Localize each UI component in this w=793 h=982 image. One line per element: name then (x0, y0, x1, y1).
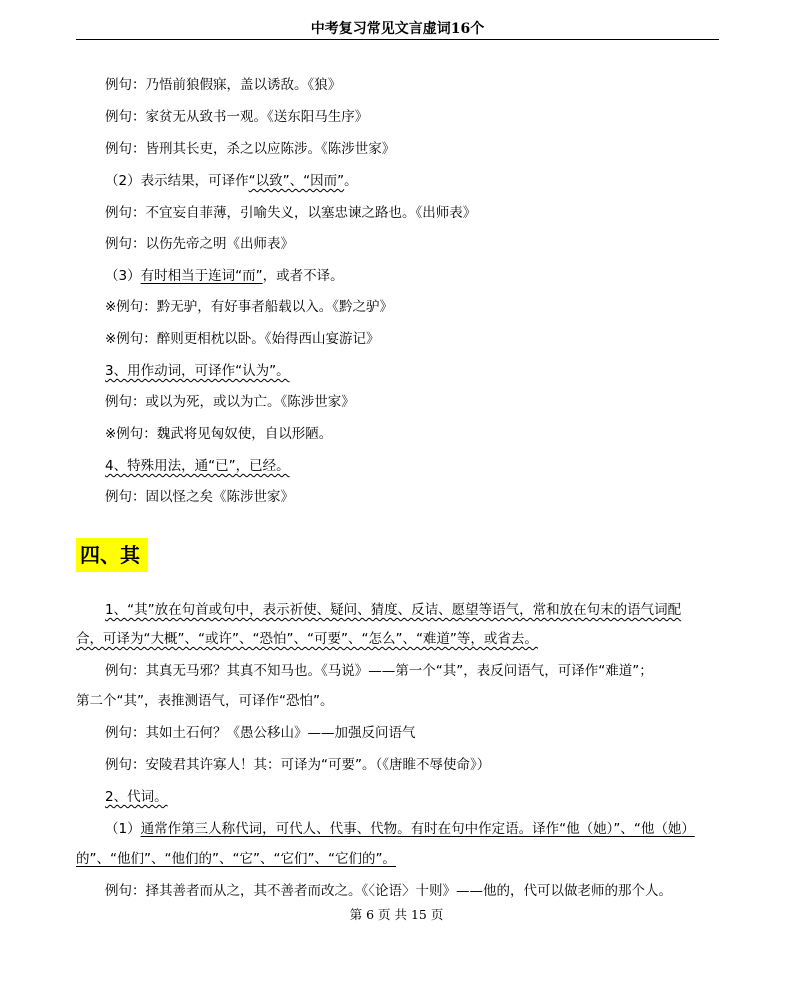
header-title: 中考复习常见文言虚词16个 (310, 21, 485, 37)
usage-heading (105, 457, 290, 475)
underlined-text: 合，可译为“大概”、“或许”、“恐怕”、“可要”、“怎么”、“难道”等，或省去。 (76, 631, 538, 647)
usage-heading (76, 630, 538, 648)
example-line: 例句：安陵君其许寡人！其：可译为“可要”。（《唐睢不辱使命》） (105, 757, 491, 773)
example-line: 例句：乃悟前狼假寐，盖以诱敌。《狼》 (105, 77, 342, 93)
example-line: 例句：或以为死，或以为亡。《陈涉世家》 (105, 394, 355, 410)
page-number: 第 6 页 共 15 页 (349, 907, 444, 922)
underlined-text: 4、特殊用法，通“已”，已经。 (105, 458, 290, 474)
example-line: ※例句：醉则更相枕以卧。《始得西山宴游记》 (105, 331, 380, 347)
usage-point (105, 267, 344, 285)
example-line: 例句：固以怪之矣《陈涉世家》 (105, 489, 294, 505)
underlined-text: 3、用作动词，可译作“认为”。 (105, 363, 290, 379)
example-line: 例句：择其善者而从之，其不善者而改之。《〈论语〉十则》——他的，代可以做老师的那个人。 (105, 883, 672, 899)
example-line: 例句：以伤先帝之明《出师表》 (105, 236, 294, 252)
usage-heading (105, 601, 681, 619)
usage-heading (105, 362, 290, 380)
underlined-text: “以致”、“因而” (248, 173, 345, 189)
example-line: 例句：不宜妄自菲薄，引喻失义，以塞忠谏之路也。《出师表》 (105, 205, 477, 221)
usage-heading (105, 788, 168, 806)
example-line: 例句：家贫无从致书一观。《送东阳马生序》 (105, 109, 369, 125)
page-header (76, 20, 719, 40)
example-line: 例句：皆刑其长吏，杀之以应陈涉。《陈涉世家》 (105, 141, 396, 157)
usage-point (105, 820, 695, 838)
underlined-text: 通常作第三人称代词，可代人、代事、代物。有时在句中作定语。译作“他（她）”、“他（她） (140, 821, 695, 837)
example-line: 例句：其真无马邪？其真不知马也。《马说》——第一个“其”，表反问语气，可译作“难道”； (105, 663, 653, 679)
underlined-text: 的”、“他们”、“他们的”、“它”、“它们”、“它们的”。 (76, 851, 396, 867)
usage-text: （2）表示结果，可译作 (105, 173, 249, 189)
underlined-text: 有时相当于连词“而” (140, 268, 263, 284)
usage-point (105, 172, 358, 190)
underlined-text: 1、“其”放在句首或句中，表示祈使、疑问、猜度、反诘、愿望等语气，常和放在句末的语气词配 (105, 602, 682, 618)
usage-text: 。 (344, 173, 358, 189)
usage-text: （3） (105, 268, 141, 284)
usage-point (76, 850, 396, 868)
example-line: 第二个“其”，表推测语气，可译作“恐怕”。 (76, 693, 334, 709)
usage-text: （1） (105, 821, 141, 837)
example-line: ※例句：黔无驴，有好事者船载以入。《黔之驴》 (105, 299, 394, 315)
section-heading: 四、其 (76, 538, 148, 572)
underlined-text: 2、代词。 (105, 789, 168, 805)
usage-text: ，或者不译。 (262, 268, 344, 284)
example-line: 例句：其如土石何？《愚公移山》——加强反问语气 (105, 725, 416, 741)
example-line: ※例句：魏武将见匈奴使，自以形陋。 (105, 426, 333, 442)
page-footer (0, 905, 793, 923)
